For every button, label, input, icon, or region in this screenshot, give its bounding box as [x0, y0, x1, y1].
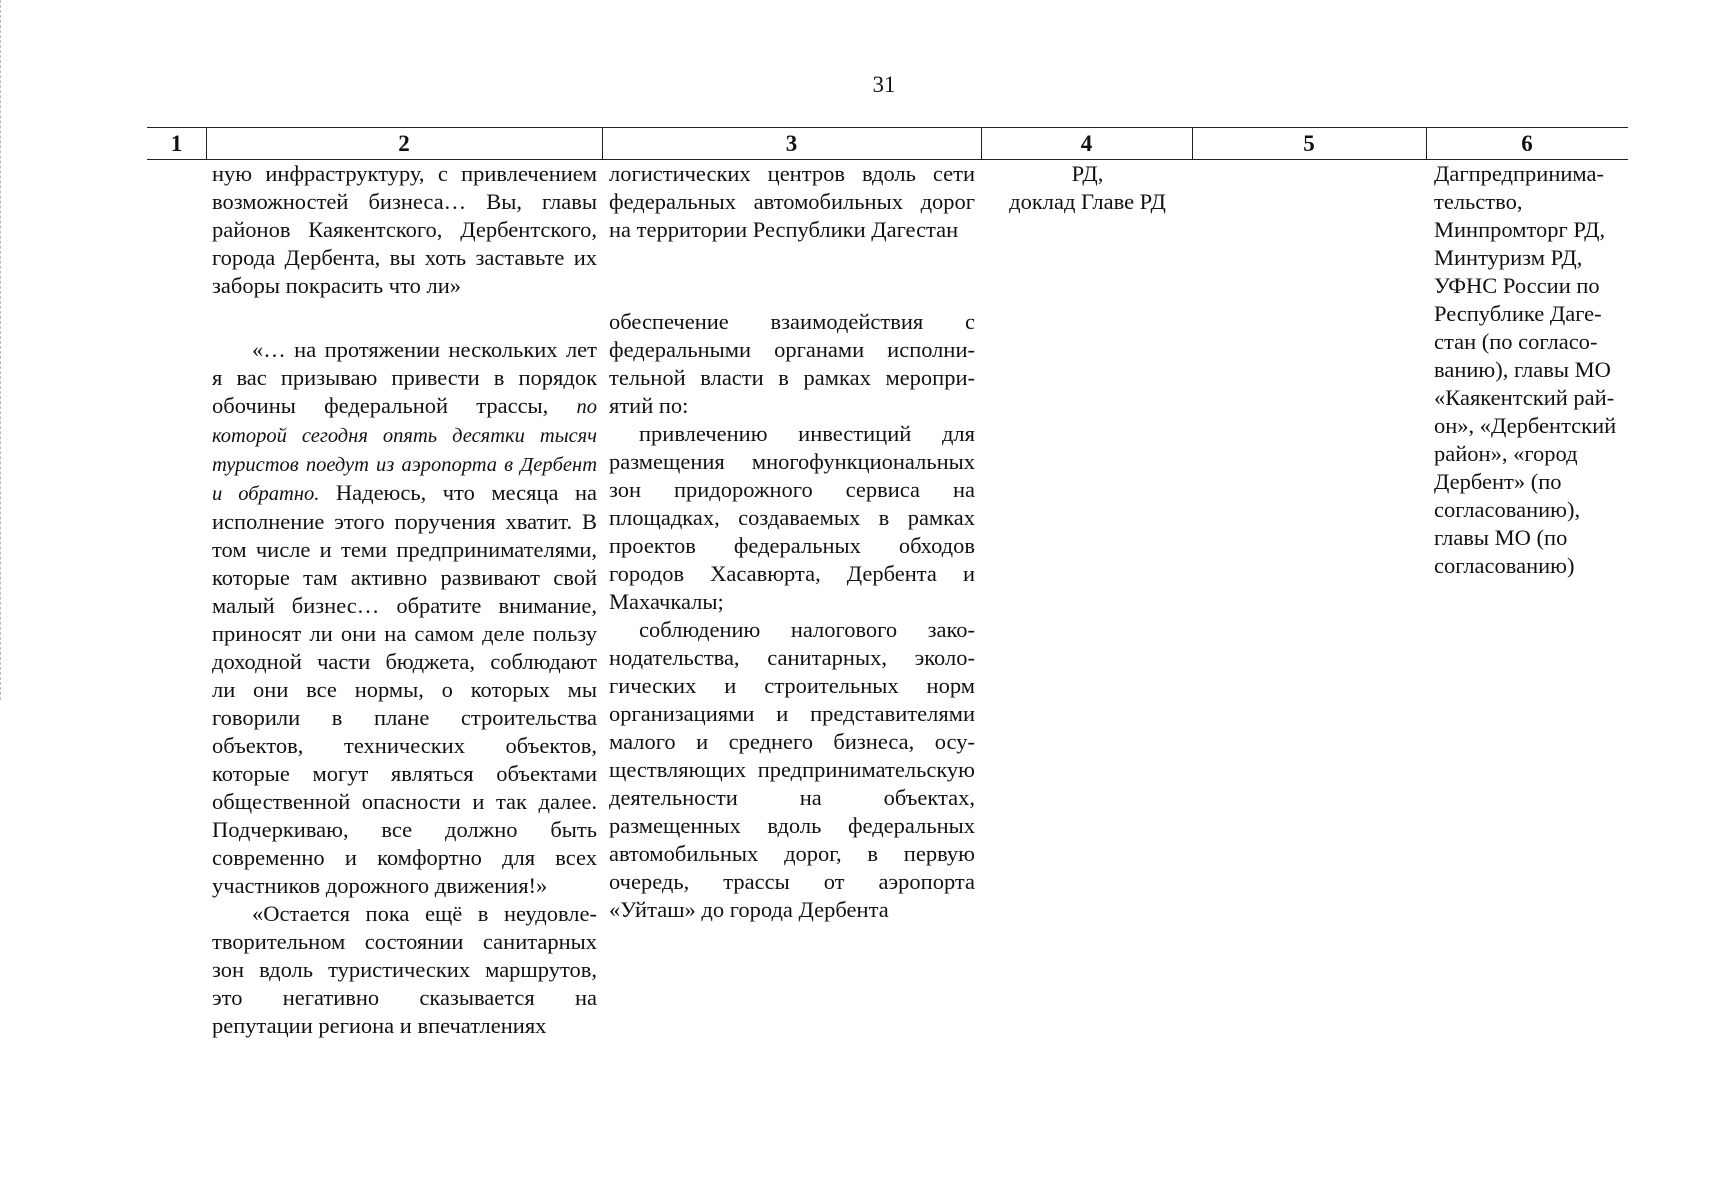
- paragraph-gap: [609, 244, 975, 308]
- column-6-cell: [1434, 160, 1622, 580]
- column-header-6: 6: [1521, 131, 1533, 156]
- col2-paragraph-1: ную инфраструктуру, с привлечением возможностей бизнеса… Вы, главы районов Каякентского, Дербентского, города Дербента, вы хоть заставьте их заборы покрасить что ли»: [212, 161, 597, 298]
- column-2-cell: [212, 160, 597, 1040]
- scan-edge-mark: [0, 0, 3, 700]
- column-header-1: 1: [170, 131, 183, 156]
- col3-paragraph-1: логистических центров вдоль сети федеральных автомобильных дорог на территории Республики Дагестан: [609, 161, 975, 242]
- col3-paragraph-3: привлечению инвестиций для размещения многофункциональных зон придорожного сервиса на площадках, создаваемых в рамках проектов федеральных обходов городов Хасавюрта, Дербента и Махачкалы;: [609, 421, 975, 614]
- col4-line-1: РД,: [1071, 161, 1104, 186]
- page-number: 31: [872, 72, 896, 97]
- table-header-top-border: [147, 127, 1628, 128]
- column-4-cell: [985, 160, 1190, 216]
- col2-paragraph-2: [212, 336, 597, 900]
- column-3-cell: [609, 160, 975, 924]
- column-header-3: 3: [785, 131, 798, 156]
- column-header-4: 4: [1080, 131, 1093, 156]
- column-header-5: 5: [1303, 131, 1315, 156]
- col3-paragraph-4: соблюдению налогового законодательства, санитарных, экологических и строительных норм организациями и представителями малого и среднего бизнеса, осуществляющих предпринимательскую деятельности на объектах, размещенных вдоль федеральных автомобильных дорог, в первую очередь, трассы от аэропорта «Уйташ» до города Дербента: [609, 617, 975, 922]
- column-header-2: 2: [398, 131, 410, 156]
- col3-paragraph-2: обеспечение взаимодействия с федеральными органами исполнительной власти в рамках мероприятий по:: [609, 309, 975, 418]
- col2-paragraph-2-start: «… на протяжении нескольких лет я вас призываю привести в порядок обочины федеральной трассы,: [212, 337, 597, 418]
- col2-paragraph-2-italic: по которой сегодня опять десятки тысяч туристов поедут из аэропорта в Дербент и обратно.: [212, 396, 597, 505]
- paragraph-gap: [212, 300, 597, 336]
- col4-line-2: доклад Главе РД: [1009, 189, 1166, 214]
- col2-paragraph-2-end: Надеюсь, что месяца на исполнение этого поручения хватит. В том числе и теми предпринимателями, которые там активно развивают свой малый бизнес… обратите внимание, приносят ли они на самом деле пользу доходной части бюджета, соблюдают ли они все нормы, о которых мы говорили в плане строительства объектов, технических объектов, которые могут являться объектами общественной опасности и так далее. Подчеркиваю, все должно быть современно и комфортно для всех участников дорожного движения!»: [212, 480, 597, 898]
- col6-text: Дагпредпринимательство, Минпромторг РД, Минтуризм РД, УФНС России по Республике Дагестан (по согласованию), главы МО «Каякентский район», «Дербентский район», «город Дербент» (по согласованию), главы МО (по согласованию): [1434, 161, 1617, 578]
- col2-paragraph-3: «Остается пока ещё в неудовлетворительном состоянии санитарных зон вдоль туристических маршрутов, это негативно сказывается на репутации региона и впечатлениях: [212, 901, 597, 1038]
